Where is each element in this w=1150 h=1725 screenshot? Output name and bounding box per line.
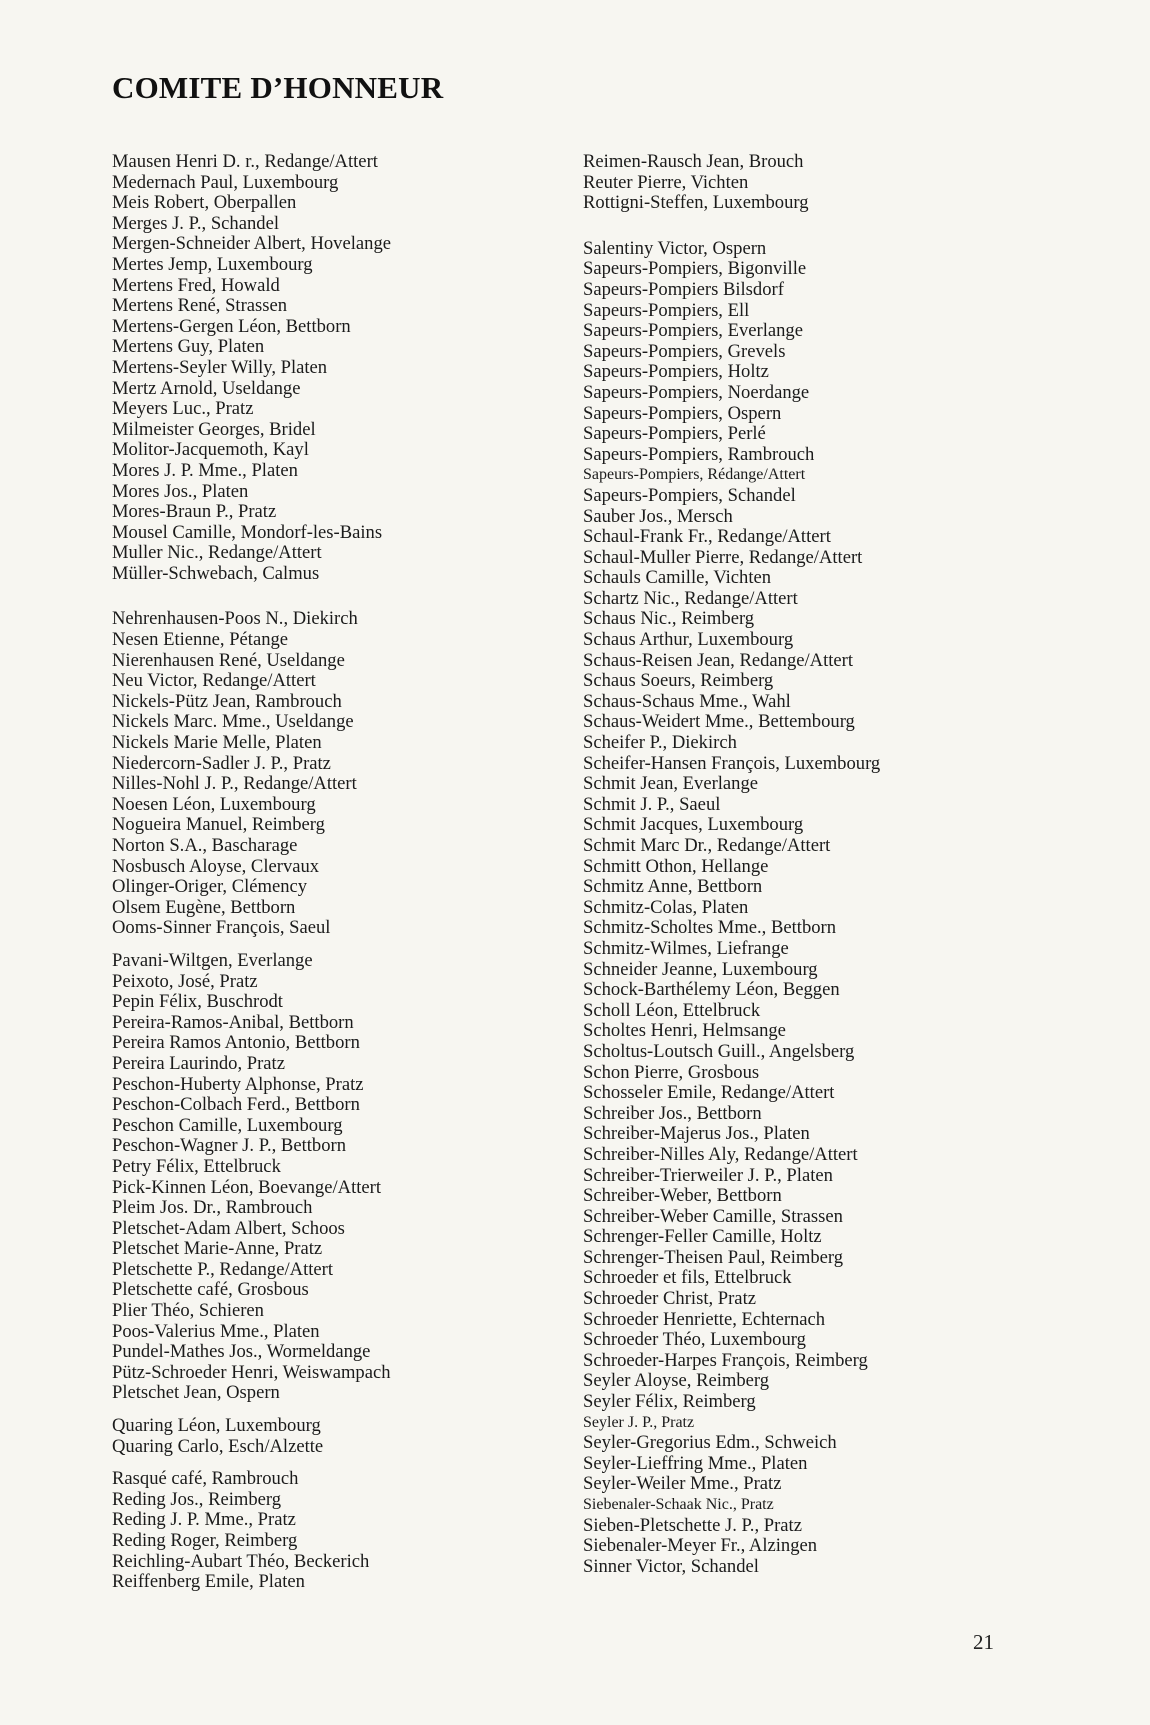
list-item: Olinger-Origer, Clémency (112, 876, 308, 898)
list-item: Pundel-Mathes Jos., Wormeldange (112, 1341, 371, 1363)
list-item: Schmit J. P., Saeul (583, 793, 721, 815)
list-item: Schrenger-Feller Camille, Holtz (583, 1226, 822, 1248)
list-item: Schmitz Anne, Bettborn (583, 876, 763, 898)
list-item: Schreiber-Majerus Jos., Platen (583, 1123, 810, 1145)
list-item: Schmit Marc Dr., Redange/Attert (583, 835, 831, 856)
list-item: Seyler J. P., Pratz (583, 1413, 695, 1431)
list-item: Mertens Fred, Howald (112, 274, 280, 296)
list-item: Seyler-Weiler Mme., Pratz (583, 1473, 782, 1495)
list-item: Nickels Marc. Mme., Useldange (112, 711, 354, 733)
list-item: Peschon-Colbach Ferd., Bettborn (112, 1094, 360, 1116)
list-item: Scholtus-Loutsch Guill., Angelsberg (583, 1040, 855, 1062)
list-item: Pepin Félix, Buschrodt (112, 991, 283, 1013)
list-item: Reiffenberg Emile, Platen (112, 1571, 305, 1593)
list-item: Schmitt Othon, Hellange (583, 855, 769, 877)
list-item: Peschon-Wagner J. P., Bettborn (112, 1135, 346, 1157)
list-item: Pletschet Marie-Anne, Pratz (112, 1238, 323, 1260)
list-item: Mertz Arnold, Useldange (112, 377, 301, 399)
list-item: Nierenhausen René, Useldange (112, 649, 345, 671)
list-item: Schmitz-Wilmes, Liefrange (583, 937, 789, 959)
list-item: Reding Roger, Reimberg (112, 1530, 298, 1551)
list-item: Schmitz-Scholtes Mme., Bettborn (583, 917, 837, 939)
list-item: Sapeurs-Pompiers, Ell (583, 299, 750, 321)
list-item: Scholtes Henri, Helmsange (583, 1020, 786, 1042)
list-item: Schroeder Christ, Pratz (583, 1288, 756, 1310)
list-item: Siebenaler-Meyer Fr., Alzingen (583, 1535, 818, 1557)
list-item: Schosseler Emile, Redange/Attert (583, 1082, 835, 1104)
list-item: Sapeurs-Pompiers, Rambrouch (583, 443, 815, 465)
list-item: Sapeurs-Pompiers, Bigonville (583, 258, 807, 280)
list-item: Sapeurs-Pompiers, Holtz (583, 361, 769, 383)
list-item: Sapeurs-Pompiers, Schandel (583, 484, 796, 506)
list-item: Rottigni-Steffen, Luxembourg (583, 192, 809, 214)
list-item: Schaus-Weidert Mme., Bettembourg (583, 711, 855, 733)
list-item: Schaus Nic., Reimberg (583, 608, 755, 630)
list-item: Scheifer-Hansen François, Luxembourg (583, 752, 881, 774)
list-item: Schmitz-Colas, Platen (583, 896, 749, 918)
list-item: Pereira Ramos Antonio, Bettborn (112, 1032, 360, 1054)
list-item: Mergen-Schneider Albert, Hovelange (112, 233, 391, 255)
list-item: Schreiber-Weber Camille, Strassen (583, 1205, 843, 1227)
list-item: Schartz Nic., Redange/Attert (583, 587, 798, 609)
list-item: Seyler Félix, Reimberg (583, 1391, 756, 1413)
list-item: Sapeurs-Pompiers, Perlé (583, 423, 766, 445)
list-item: Meyers Luc., Pratz (112, 398, 254, 420)
list-item: Nogueira Manuel, Reimberg (112, 814, 325, 836)
list-item: Nehrenhausen-Poos N., Diekirch (112, 608, 358, 630)
list-item: Nickels Marie Melle, Platen (112, 732, 322, 754)
list-item: Rasqué café, Rambrouch (112, 1468, 299, 1490)
list-item: Pletschette P., Redange/Attert (112, 1258, 334, 1280)
list-item: Pick-Kinnen Léon, Boevange/Attert (112, 1176, 382, 1198)
list-item: Schock-Barthélemy Léon, Beggen (583, 979, 840, 1001)
list-item: Reding J. P. Mme., Pratz (112, 1509, 296, 1531)
list-item: Reuter Pierre, Vichten (583, 171, 749, 193)
list-item: Schaus-Reisen Jean, Redange/Attert (583, 649, 854, 671)
list-item: Pletschette café, Grosbous (112, 1279, 309, 1301)
list-item: Sapeurs-Pompiers Bilsdorf (583, 278, 784, 300)
list-item: Reimen-Rausch Jean, Brouch (583, 151, 804, 172)
list-item: Mertens René, Strassen (112, 295, 288, 317)
list-item: Quaring Léon, Luxembourg (112, 1415, 321, 1437)
list-item: Schrenger-Theisen Paul, Reimberg (583, 1246, 844, 1268)
list-item: Mertens-Seyler Willy, Platen (112, 356, 328, 378)
list-item: Sapeurs-Pompiers, Ospern (583, 402, 782, 424)
section-gap (112, 584, 582, 609)
list-item: Salentiny Victor, Ospern (583, 237, 767, 259)
list-item: Schroeder-Harpes François, Reimberg (583, 1349, 868, 1371)
list-item: Nilles-Nohl J. P., Redange/Attert (112, 773, 357, 795)
list-item: Sapeurs-Pompiers, Rédange/Attert (583, 466, 806, 484)
list-item: Müller-Schwebach, Calmus (112, 562, 320, 584)
page-number: 21 (973, 1630, 994, 1654)
list-item: Nosbusch Aloyse, Clervaux (112, 855, 320, 877)
list-item: Pavani-Wiltgen, Everlange (112, 949, 313, 971)
list-item: Schaus Soeurs, Reimberg (583, 670, 774, 692)
list-item: Noesen Léon, Luxembourg (112, 793, 316, 815)
list-item: Sauber Jos., Mersch (583, 505, 733, 527)
list-item: Siebenaler-Schaak Nic., Pratz (583, 1496, 774, 1513)
list-item: Schreiber Jos., Bettborn (583, 1102, 762, 1124)
list-item: Schneider Jeanne, Luxembourg (583, 958, 818, 980)
list-item: Pletschet-Adam Albert, Schoos (112, 1217, 345, 1239)
list-item: Mertens Guy, Platen (112, 336, 265, 358)
right-column (583, 152, 1053, 1577)
list-item: Seyler-Lieffring Mme., Platen (583, 1452, 808, 1474)
list-item: Nickels-Pütz Jean, Rambrouch (112, 690, 342, 712)
left-column (112, 152, 582, 1593)
list-item: Mores Jos., Platen (112, 480, 249, 502)
list-item: Schroeder et fils, Ettelbruck (583, 1267, 792, 1289)
list-item: Mousel Camille, Mondorf-les-Bains (112, 521, 383, 543)
list-item: Peschon Camille, Luxembourg (112, 1114, 343, 1136)
list-item: Ooms-Sinner François, Saeul (112, 917, 331, 939)
list-item: Sinner Victor, Schandel (583, 1555, 759, 1577)
list-item: Quaring Carlo, Esch/Alzette (112, 1435, 324, 1457)
list-item: Schreiber-Weber, Bettborn (583, 1185, 782, 1207)
list-item: Muller Nic., Redange/Attert (112, 542, 322, 564)
list-item: Sapeurs-Pompiers, Noerdange (583, 381, 810, 403)
list-item: Schaul-Muller Pierre, Redange/Attert (583, 546, 863, 568)
list-item: Seyler Aloyse, Reimberg (583, 1370, 770, 1392)
list-item: Peixoto, José, Pratz (112, 970, 258, 992)
list-item: Schon Pierre, Grosbous (583, 1061, 760, 1083)
list-item: Pütz-Schroeder Henri, Weiswampach (112, 1361, 391, 1383)
list-item: Schmit Jacques, Luxembourg (583, 814, 804, 836)
list-item: Sieben-Pletschette J. P., Pratz (583, 1514, 802, 1536)
list-item: Pletschet Jean, Ospern (112, 1382, 280, 1404)
list-item: Schmit Jean, Everlange (583, 773, 759, 795)
list-item: Petry Félix, Ettelbruck (112, 1155, 281, 1177)
list-item: Norton S.A., Bascharage (112, 835, 298, 856)
list-item: Schreiber-Nilles Aly, Redange/Attert (583, 1143, 858, 1165)
list-item: Mertens-Gergen Léon, Bettborn (112, 315, 351, 337)
list-item: Neu Victor, Redange/Attert (112, 670, 316, 692)
list-item: Plier Théo, Schieren (112, 1300, 264, 1322)
page-title: COMITE D’HONNEUR (112, 70, 444, 105)
list-item: Schroeder Théo, Luxembourg (583, 1329, 806, 1351)
list-item: Seyler-Gregorius Edm., Schweich (583, 1432, 837, 1454)
list-item: Reding Jos., Reimberg (112, 1488, 282, 1510)
list-item: Poos-Valerius Mme., Platen (112, 1320, 320, 1342)
list-item: Olsem Eugène, Bettborn (112, 896, 296, 918)
list-item: Sapeurs-Pompiers, Everlange (583, 320, 803, 342)
list-item: Nesen Etienne, Pétange (112, 629, 289, 651)
list-item: Schaus-Schaus Mme., Wahl (583, 690, 791, 712)
list-item: Reichling-Aubart Théo, Beckerich (112, 1550, 370, 1572)
list-item: Scheifer P., Diekirch (583, 732, 737, 754)
list-item: Merges J. P., Schandel (112, 212, 279, 234)
list-item: Molitor-Jacquemoth, Kayl (112, 439, 309, 461)
list-item: Mertes Jemp, Luxembourg (112, 253, 313, 275)
list-item: Pleim Jos. Dr., Rambrouch (112, 1197, 313, 1219)
section-gap (583, 214, 1053, 239)
list-item: Schauls Camille, Vichten (583, 567, 772, 589)
list-item: Medernach Paul, Luxembourg (112, 171, 339, 193)
list-item: Peschon-Huberty Alphonse, Pratz (112, 1073, 364, 1095)
list-item: Schreiber-Trierweiler J. P., Platen (583, 1164, 833, 1186)
list-item: Schaus Arthur, Luxembourg (583, 629, 794, 651)
list-item: Pereira-Ramos-Anibal, Bettborn (112, 1011, 354, 1033)
list-item: Mores-Braun P., Pratz (112, 501, 277, 523)
list-item: Milmeister Georges, Bridel (112, 418, 316, 440)
list-item: Schaul-Frank Fr., Redange/Attert (583, 526, 831, 548)
list-item: Pereira Laurindo, Pratz (112, 1052, 285, 1074)
list-item: Mausen Henri D. r., Redange/Attert (112, 151, 378, 172)
list-item: Meis Robert, Oberpallen (112, 192, 297, 214)
list-item: Mores J. P. Mme., Platen (112, 459, 298, 481)
list-item: Sapeurs-Pompiers, Grevels (583, 340, 786, 362)
list-item: Scholl Léon, Ettelbruck (583, 999, 761, 1021)
list-item: Niedercorn-Sadler J. P., Pratz (112, 752, 331, 774)
list-item: Schroeder Henriette, Echternach (583, 1308, 826, 1330)
